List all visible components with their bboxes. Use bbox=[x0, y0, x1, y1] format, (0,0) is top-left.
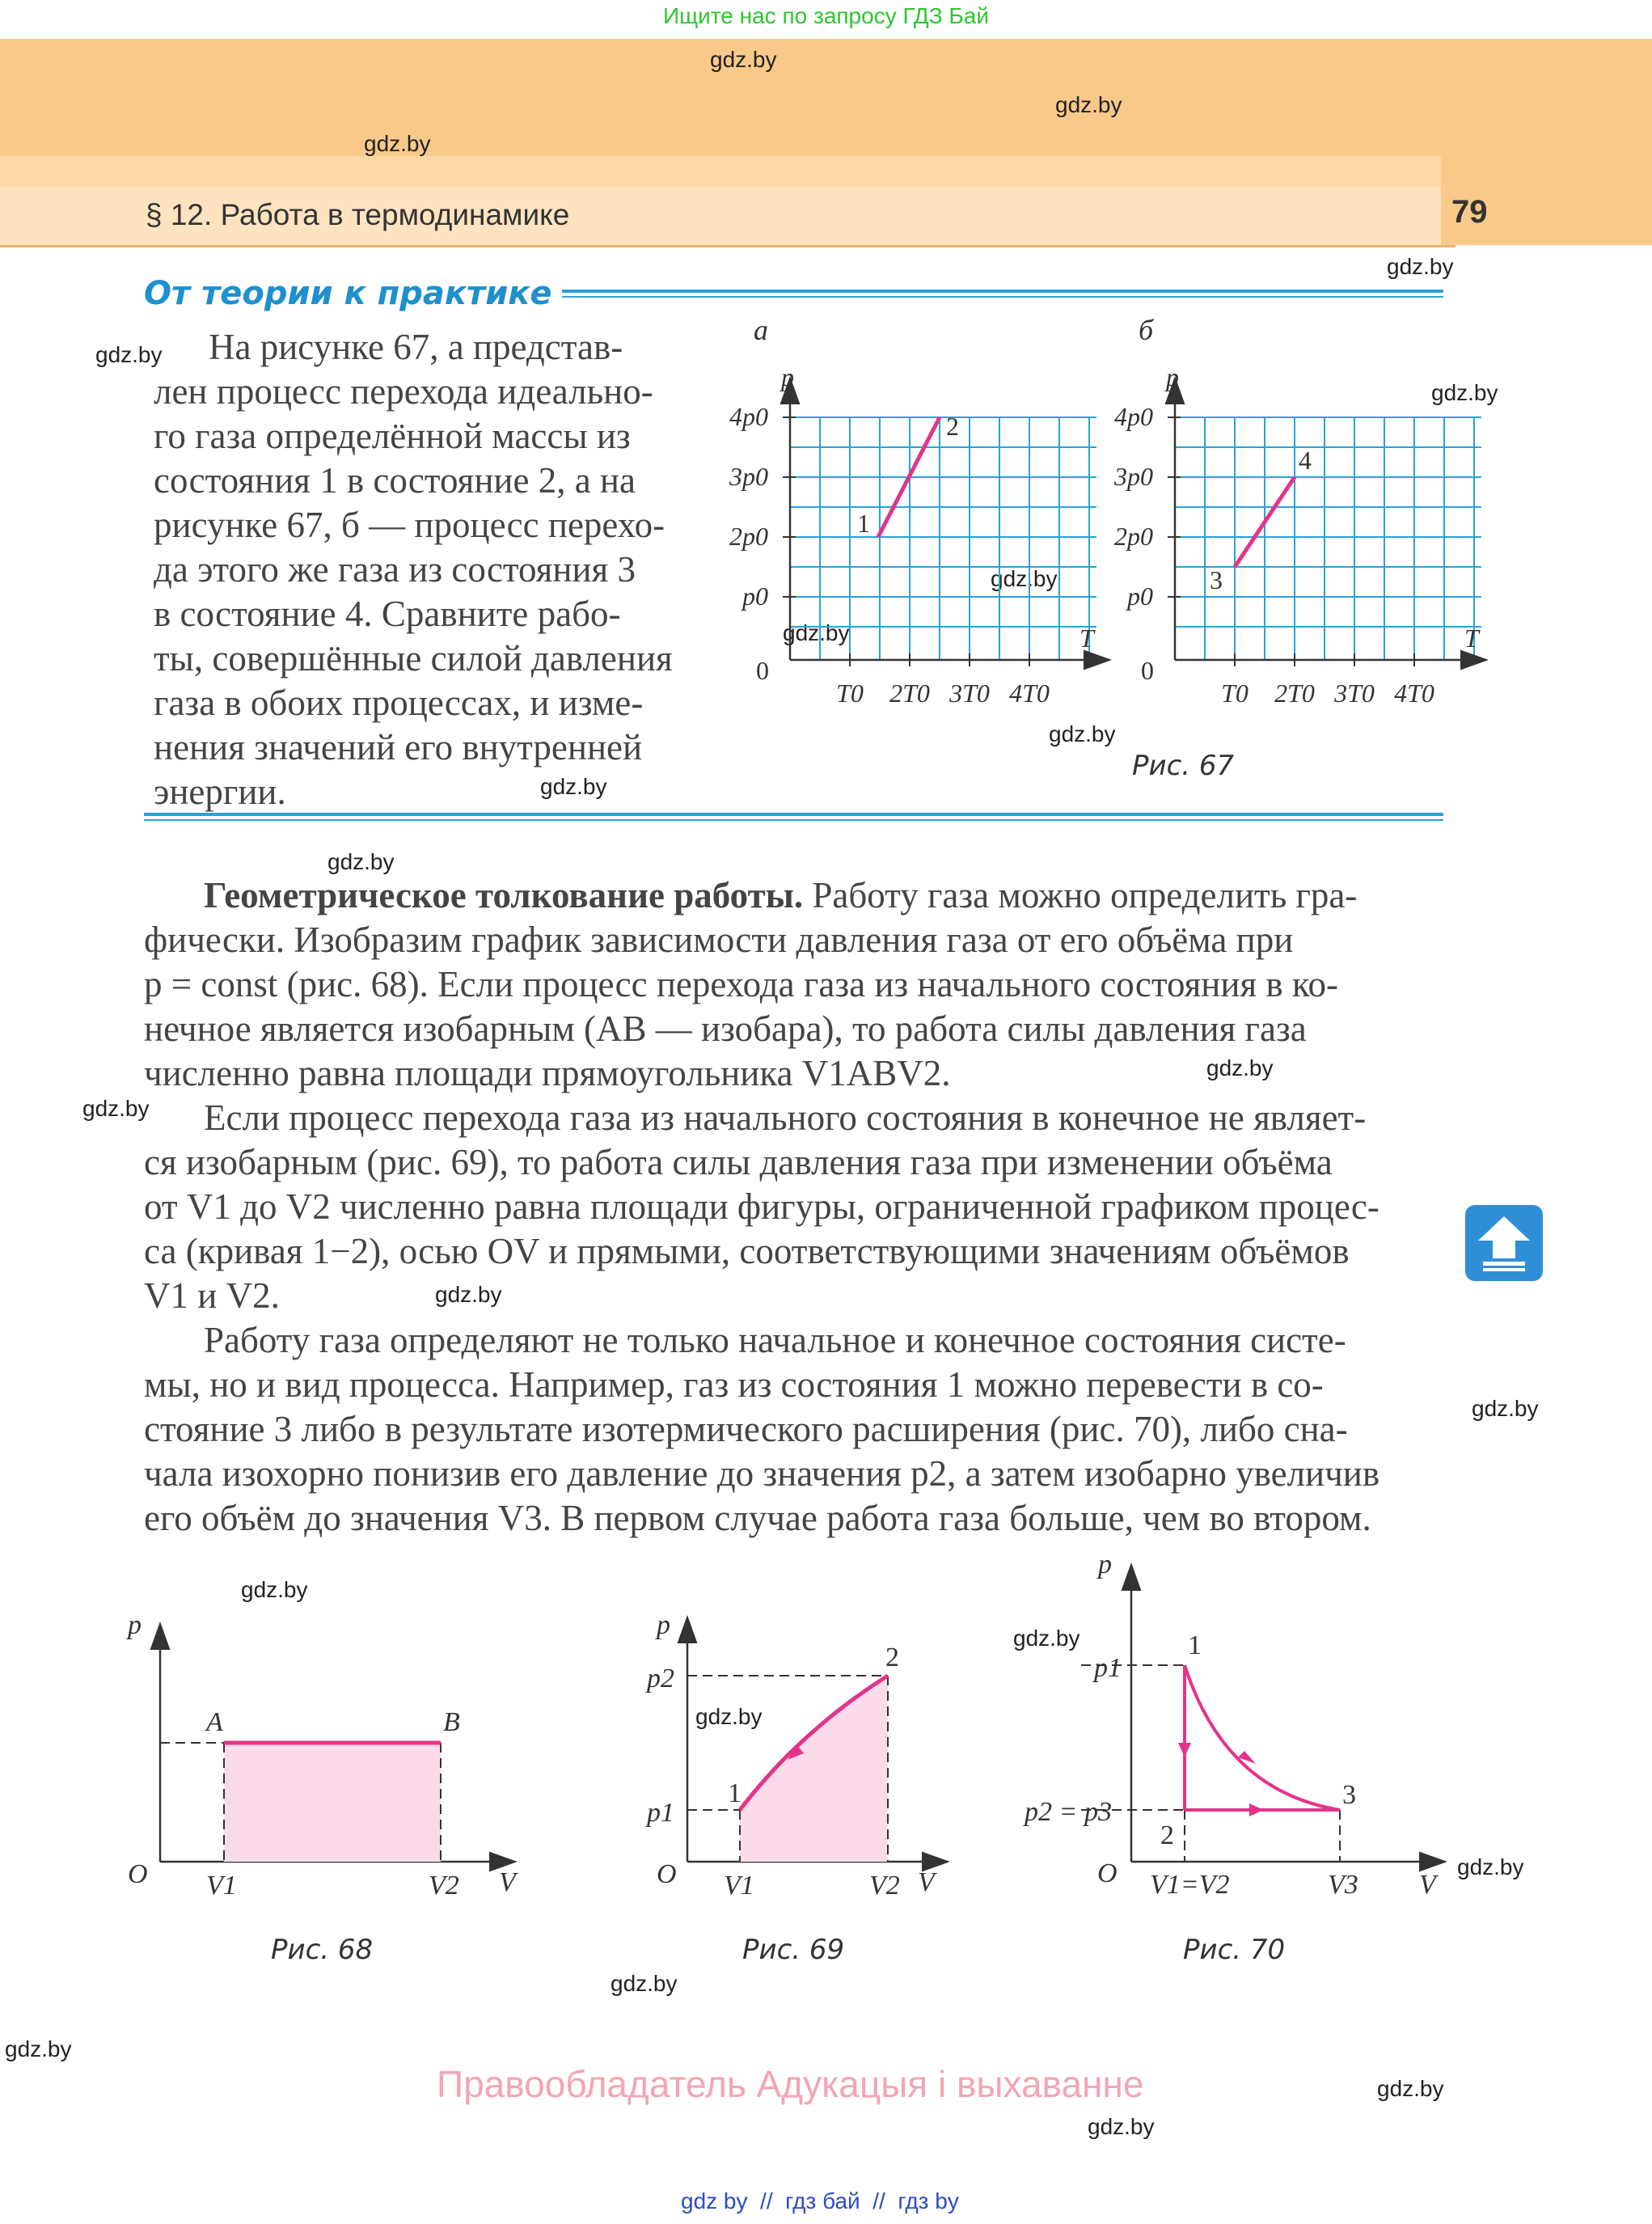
watermark: gdz.by bbox=[1013, 1626, 1080, 1651]
scroll-up-button[interactable] bbox=[1465, 1205, 1543, 1281]
watermark: gdz.by bbox=[783, 620, 850, 645]
search-hint-banner: Ищите нас по запросу ГДЗ Бай bbox=[662, 3, 990, 28]
body-line: са (кривая 1−2), осью OV и прямыми, соответствующими значениям объёмов bbox=[144, 1231, 1350, 1271]
body-line: стояние 3 либо в результате изотермического расширения (рис. 70), либо сна- bbox=[144, 1409, 1348, 1449]
point-label: 1 bbox=[728, 1778, 741, 1808]
grid-67b bbox=[1175, 417, 1481, 660]
watermark: gdz.by bbox=[710, 47, 777, 72]
figure-67a bbox=[729, 315, 1108, 708]
heading-rule-thin bbox=[562, 296, 1443, 298]
heading-rule bbox=[562, 290, 1443, 293]
isotherm-1-3 bbox=[1185, 1665, 1340, 1810]
axis-label-p: p bbox=[657, 1610, 670, 1640]
y-tick: 4p0 bbox=[729, 402, 768, 431]
practice-rule-thin bbox=[144, 819, 1443, 821]
body-line: его объём до значения V3. В первом случае работа газа больше, чем во втором. bbox=[144, 1498, 1371, 1538]
point-label: 1 bbox=[1188, 1630, 1202, 1660]
x-tick: 2T0 bbox=[889, 679, 930, 708]
body-line: Геометрическое толкование работы. Работу газа можно определить гра- bbox=[204, 875, 1358, 915]
p1-label: p1 bbox=[1094, 1653, 1122, 1683]
origin-label: O bbox=[128, 1859, 148, 1889]
v2-label: V2 bbox=[429, 1871, 459, 1901]
origin-label: 0 bbox=[1141, 656, 1154, 685]
figure-70-caption: Рис. 70 bbox=[1183, 1934, 1286, 1966]
point-label: 2 bbox=[1160, 1820, 1174, 1850]
figure-69 bbox=[639, 1609, 978, 1981]
x-tick: 3T0 bbox=[1334, 679, 1375, 708]
practice-line: го газа определённой массы из bbox=[154, 416, 631, 456]
arrow-up-icon bbox=[1465, 1205, 1543, 1281]
practice-heading: От теории к практике bbox=[144, 275, 552, 312]
figure-67b bbox=[1113, 315, 1485, 708]
watermark: gdz.by bbox=[1431, 380, 1498, 405]
y-tick: 3p0 bbox=[729, 462, 768, 491]
direction-arrow bbox=[1178, 1743, 1191, 1757]
body-line: от V1 до V2 численно равна площади фигуры, ограниченной графиком процес- bbox=[144, 1186, 1379, 1227]
y-tick: 2p0 bbox=[1114, 522, 1153, 551]
point-label: 2 bbox=[946, 412, 959, 441]
origin-label: 0 bbox=[756, 656, 769, 685]
y-tick: p0 bbox=[1127, 581, 1153, 611]
header-rule bbox=[0, 245, 1456, 247]
watermark: gdz.by bbox=[5, 2036, 72, 2061]
point-label: 1 bbox=[857, 509, 870, 538]
figure-67 bbox=[712, 315, 1488, 801]
x-tick: 2T0 bbox=[1274, 679, 1315, 708]
bold-term: Геометрическое толкование работы. bbox=[204, 875, 804, 915]
p23-label: p2 = p3 bbox=[1025, 1797, 1112, 1827]
watermark: gdz.by bbox=[1377, 2076, 1444, 2101]
work-area bbox=[224, 1743, 441, 1862]
practice-line: в состояние 4. Сравните рабо- bbox=[154, 594, 621, 634]
practice-line: да этого же газа из состояния 3 bbox=[154, 549, 636, 590]
point-b-label: B bbox=[443, 1707, 460, 1737]
direction-arrow bbox=[1249, 1803, 1264, 1816]
body-line: мы, но и вид процесса. Например, газ из состояния 1 можно перевести в со- bbox=[144, 1364, 1324, 1405]
watermark: gdz.by bbox=[1387, 254, 1454, 279]
point-label: 4 bbox=[1299, 446, 1312, 475]
practice-line: состояния 1 в состояние 2, а на bbox=[154, 460, 636, 501]
watermark: gdz.by bbox=[1206, 1055, 1274, 1080]
practice-rule bbox=[144, 813, 1443, 816]
x-tick: 4T0 bbox=[1394, 679, 1434, 708]
x-tick: 3T0 bbox=[949, 679, 990, 708]
watermark: gdz.by bbox=[364, 131, 431, 156]
x-tick: T0 bbox=[1221, 679, 1249, 708]
axis-label-p: p bbox=[1098, 1550, 1112, 1579]
v1-label: V1 bbox=[206, 1871, 237, 1901]
y-tick: 2p0 bbox=[729, 522, 768, 551]
v12-label: V1=V2 bbox=[1150, 1870, 1230, 1900]
footer-links[interactable]: gdz by // гдз бай // гдз by bbox=[681, 2188, 959, 2213]
body-line: фически. Изобразим график зависимости давления газа от его объёма при bbox=[144, 920, 1294, 960]
watermark: gdz.by bbox=[540, 774, 607, 799]
practice-line: газа в обоих процессах, и изме- bbox=[154, 683, 644, 723]
watermark: gdz.by bbox=[241, 1577, 308, 1602]
axis-label-t: T bbox=[1080, 624, 1094, 653]
body-line: Если процесс перехода газа из начального состояния в конечное не являет- bbox=[204, 1097, 1367, 1138]
watermark: gdz.by bbox=[1457, 1854, 1524, 1879]
point-label: 3 bbox=[1210, 565, 1223, 594]
watermark: gdz.by bbox=[611, 1971, 678, 1996]
point-a-label: A bbox=[206, 1707, 223, 1737]
body-line: V1 и V2. bbox=[144, 1275, 280, 1316]
figure-70 bbox=[1015, 1549, 1468, 1985]
practice-line: ты, совершённые силой давления bbox=[154, 638, 673, 679]
y-tick: 3p0 bbox=[1114, 462, 1153, 491]
body-line: численно равна площади прямоугольника V1ABV2. bbox=[144, 1053, 951, 1093]
point-label: 3 bbox=[1342, 1780, 1356, 1810]
axis-label-p: p bbox=[1166, 362, 1179, 391]
watermark: gdz.by bbox=[1049, 721, 1116, 746]
practice-line: рисунке 67, б — процесс перехо- bbox=[154, 505, 665, 545]
axis-label-v: V bbox=[918, 1867, 935, 1897]
header-band-stripe bbox=[0, 156, 1441, 187]
figure-68-caption: Рис. 68 bbox=[271, 1934, 374, 1966]
axis-label-v: V bbox=[499, 1867, 516, 1897]
v3-label: V3 bbox=[1328, 1870, 1358, 1900]
origin-label: O bbox=[1097, 1858, 1118, 1888]
figure-67-caption: Рис. 67 bbox=[1132, 750, 1235, 782]
watermark: gdz.by bbox=[82, 1096, 150, 1121]
watermark: gdz.by bbox=[435, 1282, 502, 1307]
watermark: gdz.by bbox=[991, 566, 1058, 591]
grid-67a bbox=[790, 417, 1096, 660]
y-tick: p0 bbox=[742, 581, 768, 611]
practice-line: лен процесс перехода идеально- bbox=[154, 371, 653, 412]
body-line: ся изобарным (рис. 69), то работа силы давления газа при изменении объёма bbox=[144, 1142, 1333, 1182]
axis-label-t: T bbox=[1464, 624, 1479, 653]
watermark: gdz.by bbox=[1088, 2114, 1155, 2139]
v2-label: V2 bbox=[869, 1871, 900, 1901]
watermark: gdz.by bbox=[1055, 92, 1122, 117]
section-title: § 12. Работа в термодинамике bbox=[146, 198, 570, 231]
work-area bbox=[740, 1676, 888, 1862]
axis-label-p: p bbox=[128, 1610, 142, 1640]
v1-label: V1 bbox=[724, 1871, 754, 1901]
panel-label-a: а bbox=[754, 315, 768, 346]
watermark: gdz.by bbox=[95, 342, 163, 367]
p1-label: p1 bbox=[647, 1798, 674, 1828]
figure-69-caption: Рис. 69 bbox=[742, 1934, 845, 1966]
x-tick: T0 bbox=[836, 679, 864, 708]
body-line: нечное является изобарным (AB — изобара), то работа силы давления газа bbox=[144, 1008, 1307, 1049]
axis-label-v: V bbox=[1419, 1870, 1436, 1900]
page-number: 79 bbox=[1451, 194, 1488, 230]
y-tick: 4p0 bbox=[1114, 402, 1153, 431]
practice-line: энергии. bbox=[154, 772, 286, 812]
axis-label-p: p bbox=[781, 362, 794, 391]
practice-line: нения значений его внутренней bbox=[154, 727, 643, 767]
panel-label-b: б bbox=[1139, 315, 1154, 346]
copyright-notice: Правообладатель Адукацыя і выхаванне bbox=[437, 2063, 1144, 2105]
practice-line: На рисунке 67, а представ- bbox=[209, 327, 623, 367]
watermark: gdz.by bbox=[1472, 1396, 1539, 1421]
watermark: gdz.by bbox=[327, 849, 395, 874]
origin-label: O bbox=[657, 1859, 677, 1889]
watermark: gdz.by bbox=[695, 1704, 763, 1729]
body-line: p = const (рис. 68). Если процесс перехода газа из начального состояния в ко- bbox=[144, 964, 1338, 1004]
figure-68 bbox=[113, 1609, 534, 1981]
x-tick: 4T0 bbox=[1009, 679, 1050, 708]
body-line: Работу газа определяют не только начальное и конечное состояния систе- bbox=[204, 1320, 1346, 1360]
body-line: чала изохорно понизив его давление до значения p2, а затем изобарно увеличив bbox=[144, 1453, 1380, 1494]
p2-label: p2 bbox=[647, 1664, 674, 1693]
point-label: 2 bbox=[885, 1643, 899, 1672]
